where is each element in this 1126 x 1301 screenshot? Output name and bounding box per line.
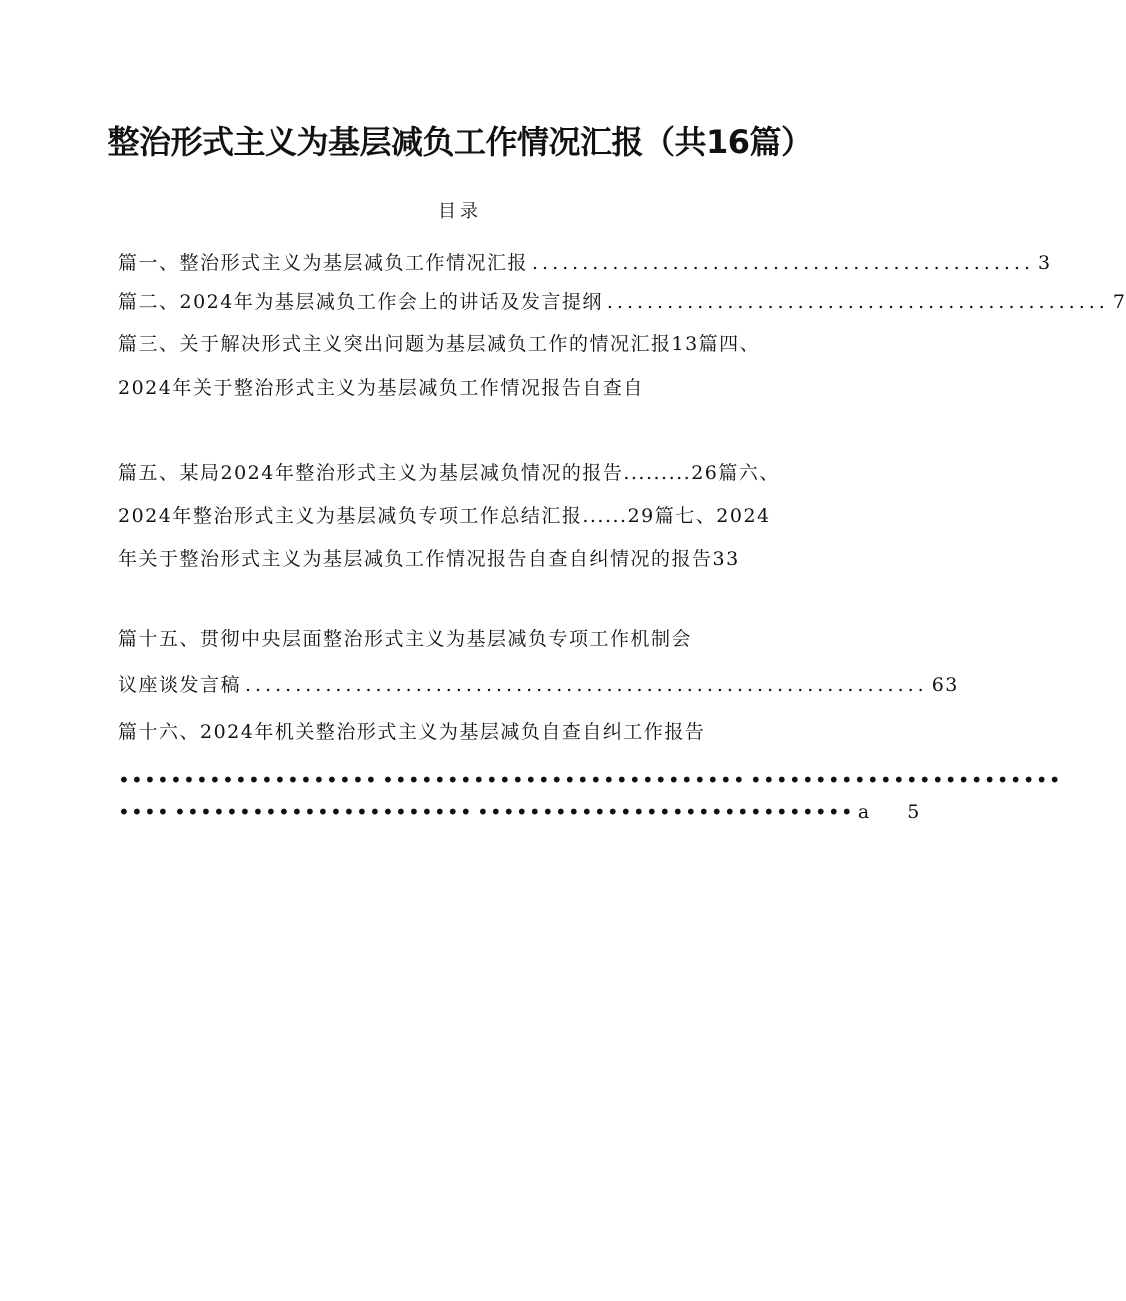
toc-entry-text: 篇一、整治形式主义为基层减负工作情况汇报 (118, 252, 529, 274)
toc-heading: 目录 (438, 201, 482, 222)
toc-line[interactable]: 篇三、关于解决形式主义突出问题为基层减负工作的情况汇报13篇四、 (118, 333, 761, 355)
toc-entry-text: 篇二、2024年为基层减负工作会上的讲话及发言提纲 (118, 291, 603, 313)
bullet-leader: ••••••••••••••••••••••••••••• (476, 800, 854, 824)
toc-line[interactable]: 2024年关于整治形式主义为基层减负工作情况报告自查自 (118, 377, 644, 399)
toc-entry-page: 7 (1112, 291, 1126, 313)
toc-entry-1[interactable] (118, 249, 1052, 277)
bullet-leader: •••••••••••••••••••• (118, 768, 378, 792)
toc-line[interactable]: 篇十六、2024年机关整治形式主义为基层减负自查自纠工作报告 (118, 721, 706, 743)
garbled-leader-row-2 (118, 800, 920, 824)
toc-leader-dots: .................................................. (606, 291, 1109, 313)
toc-entry-page: 5 (907, 801, 920, 823)
toc-line[interactable]: 年关于整治形式主义为基层减负工作情况报告自查自纠情况的报告33 (118, 548, 740, 570)
toc-entry-page: 63 (931, 674, 959, 696)
toc-line[interactable]: 篇五、某局2024年整治形式主义为基层减负情况的报告.........26篇六、 (118, 462, 780, 484)
toc-line[interactable]: 篇十五、贯彻中央层面整治形式主义为基层减负专项工作机制会 (118, 628, 693, 650)
toc-entry-2[interactable] (118, 288, 1126, 316)
toc-leader-dots: .................................................. (532, 252, 1034, 274)
bullet-leader: •••• (118, 800, 170, 824)
document-title: 整治形式主义为基层减负工作情况汇报（共16篇） (107, 123, 813, 161)
toc-line[interactable]: 2024年整治形式主义为基层减负专项工作总结汇报......29篇七、2024 (118, 505, 771, 527)
garbled-leader-row-1 (118, 768, 1062, 792)
stray-character: a (857, 801, 870, 823)
toc-leader-dots: .................................................................... (245, 674, 928, 696)
bullet-leader: •••••••••••••••••••••••• (749, 768, 1062, 792)
toc-entry-15-continuation[interactable] (118, 671, 959, 699)
bullet-leader: •••••••••••••••••••••••••••• (381, 768, 746, 792)
toc-entry-page: 3 (1038, 252, 1052, 274)
bullet-leader: ••••••••••••••••••••••• (174, 800, 473, 824)
toc-entry-text: 议座谈发言稿 (118, 674, 242, 696)
